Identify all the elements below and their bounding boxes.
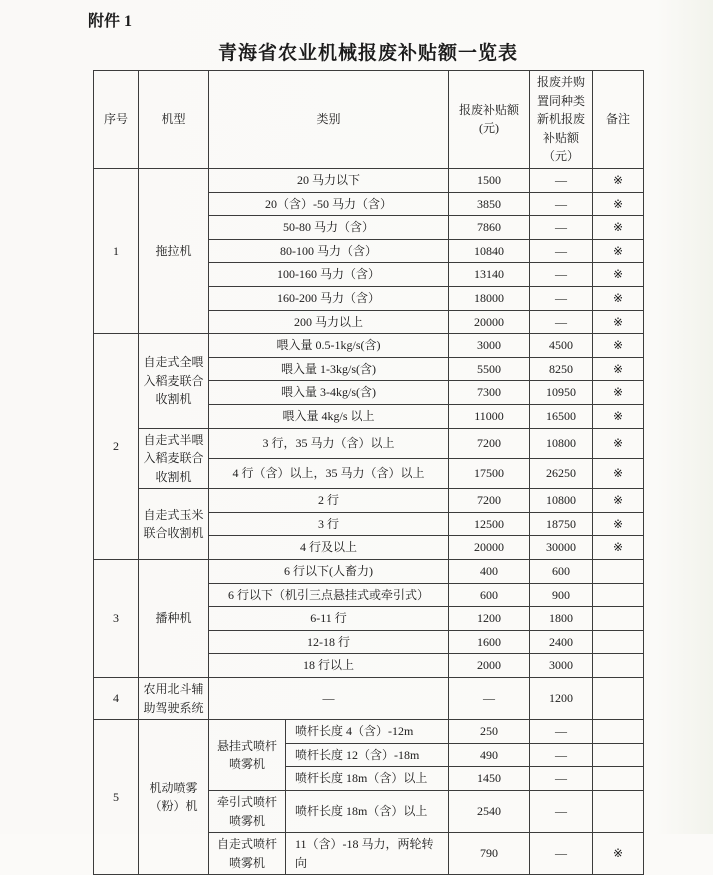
renew-subsidy-cell: 8250	[530, 357, 593, 381]
category-cell: 3 行，35 马力（含）以上	[209, 428, 449, 458]
row-index-cell: 3	[94, 560, 139, 678]
renew-subsidy-cell: —	[530, 310, 593, 334]
category-cell: 喂入量 4kg/s 以上	[209, 404, 449, 428]
category-cell: 喂入量 0.5-1kg/s(含)	[209, 334, 449, 358]
remark-cell: ※	[593, 489, 644, 513]
machine-type-cell: 自走式半喂入稻麦联合收割机	[139, 428, 209, 489]
renew-subsidy-cell: 600	[530, 560, 593, 584]
scrap-subsidy-cell: 13140	[449, 263, 530, 287]
remark-cell: ※	[593, 512, 644, 536]
remark-cell: ※	[593, 310, 644, 334]
category-cell: 50-80 马力（含）	[209, 216, 449, 240]
scrap-subsidy-cell: 7200	[449, 489, 530, 513]
scrap-subsidy-cell: —	[449, 678, 530, 720]
remark-cell: ※	[593, 192, 644, 216]
remark-cell: ※	[593, 833, 644, 875]
machine-type-cell: 播种机	[139, 560, 209, 678]
category-cell: —	[209, 678, 449, 720]
header-category: 类别	[209, 71, 449, 169]
remark-cell	[593, 560, 644, 584]
row-index-cell: 4	[94, 678, 139, 720]
renew-subsidy-cell: 16500	[530, 404, 593, 428]
category-cell: 6 行以下（机引三点悬挂式或牵引式）	[209, 583, 449, 607]
remark-cell: ※	[593, 458, 644, 488]
renew-subsidy-cell: 1800	[530, 607, 593, 631]
remark-cell	[593, 720, 644, 744]
remark-cell: ※	[593, 536, 644, 560]
scrap-subsidy-cell: 1600	[449, 630, 530, 654]
machine-subtype-cell: 自走式喷杆喷雾机	[209, 833, 286, 875]
remark-cell	[593, 654, 644, 678]
scrap-subsidy-cell: 18000	[449, 286, 530, 310]
scrap-subsidy-cell: 1200	[449, 607, 530, 631]
remark-cell	[593, 607, 644, 631]
category-cell: 20（含）-50 马力（含）	[209, 192, 449, 216]
category-cell: 160-200 马力（含）	[209, 286, 449, 310]
machine-type-cell: 农用北斗辅助驾驶系统	[139, 678, 209, 720]
scrap-subsidy-cell: 3850	[449, 192, 530, 216]
category-cell: 喂入量 1-3kg/s(含)	[209, 357, 449, 381]
category-cell: 20 马力以下	[209, 168, 449, 192]
remark-cell: ※	[593, 357, 644, 381]
category-cell: 11（含）-18 马力，两轮转向	[286, 833, 449, 875]
category-cell: 200 马力以上	[209, 310, 449, 334]
machine-type-cell: 拖拉机	[139, 168, 209, 333]
renew-subsidy-cell: —	[530, 216, 593, 240]
row-index-cell: 1	[94, 168, 139, 333]
header-row	[94, 71, 644, 169]
remark-cell	[593, 583, 644, 607]
renew-subsidy-cell: —	[530, 720, 593, 744]
category-cell: 2 行	[209, 489, 449, 513]
remark-cell: ※	[593, 239, 644, 263]
row-index-cell: 5	[94, 720, 139, 875]
renew-subsidy-cell: —	[530, 263, 593, 287]
category-cell: 4 行及以上	[209, 536, 449, 560]
scrap-subsidy-cell: 1450	[449, 767, 530, 791]
remark-cell	[593, 678, 644, 720]
scrap-subsidy-cell: 2000	[449, 654, 530, 678]
row-index-cell: 2	[94, 334, 139, 560]
renew-subsidy-cell: 10800	[530, 489, 593, 513]
scrap-subsidy-cell: 5500	[449, 357, 530, 381]
renew-subsidy-cell: 1200	[530, 678, 593, 720]
scrap-subsidy-cell: 3000	[449, 334, 530, 358]
machine-type-cell: 机动喷雾（粉）机	[139, 720, 209, 875]
renew-subsidy-cell: 26250	[530, 458, 593, 488]
scrap-subsidy-cell: 250	[449, 720, 530, 744]
renew-subsidy-cell: —	[530, 833, 593, 875]
scrap-subsidy-cell: 20000	[449, 310, 530, 334]
renew-subsidy-cell: —	[530, 168, 593, 192]
scrap-subsidy-cell: 20000	[449, 536, 530, 560]
category-cell: 100-160 马力（含）	[209, 263, 449, 287]
header-remark: 备注	[593, 71, 644, 169]
renew-subsidy-cell: 3000	[530, 654, 593, 678]
remark-cell	[593, 630, 644, 654]
category-cell: 喂入量 3-4kg/s(含)	[209, 381, 449, 405]
renew-subsidy-cell: 2400	[530, 630, 593, 654]
table-row	[94, 428, 644, 458]
page-title: 青海省农业机械报废补贴额一览表	[217, 43, 518, 64]
category-cell: 6-11 行	[209, 607, 449, 631]
category-cell: 喷杆长度 18m（含）以上	[286, 791, 449, 833]
machine-subtype-cell: 牵引式喷杆喷雾机	[209, 791, 286, 833]
category-cell: 12-18 行	[209, 630, 449, 654]
subsidy-table	[93, 70, 644, 875]
renew-subsidy-cell: —	[530, 767, 593, 791]
renew-subsidy-cell: —	[530, 791, 593, 833]
table-row	[94, 168, 644, 192]
scrap-subsidy-cell: 7200	[449, 428, 530, 458]
remark-cell: ※	[593, 168, 644, 192]
renew-subsidy-cell: 900	[530, 583, 593, 607]
attachment-label: 附件 1	[88, 13, 133, 30]
remark-cell: ※	[593, 216, 644, 240]
category-cell: 80-100 马力（含）	[209, 239, 449, 263]
renew-subsidy-cell: 4500	[530, 334, 593, 358]
header-scrap-subsidy: 报废补贴额(元)	[449, 71, 530, 169]
scrap-subsidy-cell: 11000	[449, 404, 530, 428]
header-scrap-and-renew-subsidy: 报废并购置同种类新机报废补贴额（元）	[530, 71, 593, 169]
renew-subsidy-cell: —	[530, 286, 593, 310]
remark-cell: ※	[593, 263, 644, 287]
category-cell: 3 行	[209, 512, 449, 536]
category-cell: 18 行以上	[209, 654, 449, 678]
table-body	[94, 168, 644, 874]
scrap-subsidy-cell: 1500	[449, 168, 530, 192]
renew-subsidy-cell: 10800	[530, 428, 593, 458]
remark-cell: ※	[593, 286, 644, 310]
scrap-subsidy-cell: 17500	[449, 458, 530, 488]
scrap-subsidy-cell: 490	[449, 743, 530, 767]
category-cell: 喷杆长度 18m（含）以上	[286, 767, 449, 791]
renew-subsidy-cell: 18750	[530, 512, 593, 536]
category-cell: 4 行（含）以上，35 马力（含）以上	[209, 458, 449, 488]
scrap-subsidy-cell: 400	[449, 560, 530, 584]
scrap-subsidy-cell: 2540	[449, 791, 530, 833]
scrap-subsidy-cell: 7300	[449, 381, 530, 405]
category-cell: 喷杆长度 4（含）-12m	[286, 720, 449, 744]
remark-cell: ※	[593, 381, 644, 405]
remark-cell	[593, 743, 644, 767]
header-machine-type: 机型	[139, 71, 209, 169]
category-cell: 6 行以下(人畜力)	[209, 560, 449, 584]
scrap-subsidy-cell: 7860	[449, 216, 530, 240]
renew-subsidy-cell: —	[530, 192, 593, 216]
renew-subsidy-cell: 30000	[530, 536, 593, 560]
table-row	[94, 489, 644, 513]
machine-type-cell: 自走式玉米联合收割机	[139, 489, 209, 560]
renew-subsidy-cell: —	[530, 743, 593, 767]
remark-cell	[593, 767, 644, 791]
category-cell: 喷杆长度 12（含）-18m	[286, 743, 449, 767]
table-header	[94, 71, 644, 169]
remark-cell: ※	[593, 428, 644, 458]
table-row	[94, 334, 644, 358]
scrap-subsidy-cell: 10840	[449, 239, 530, 263]
machine-type-cell: 自走式全喂入稻麦联合收割机	[139, 334, 209, 428]
renew-subsidy-cell: 10950	[530, 381, 593, 405]
table-row	[94, 678, 644, 720]
table-row	[94, 720, 644, 744]
renew-subsidy-cell: —	[530, 239, 593, 263]
scrap-subsidy-cell: 600	[449, 583, 530, 607]
remark-cell	[593, 791, 644, 833]
remark-cell: ※	[593, 404, 644, 428]
header-index: 序号	[94, 71, 139, 169]
scrap-subsidy-cell: 790	[449, 833, 530, 875]
table-row	[94, 560, 644, 584]
scrap-subsidy-cell: 12500	[449, 512, 530, 536]
machine-subtype-cell: 悬挂式喷杆喷雾机	[209, 720, 286, 791]
remark-cell: ※	[593, 334, 644, 358]
